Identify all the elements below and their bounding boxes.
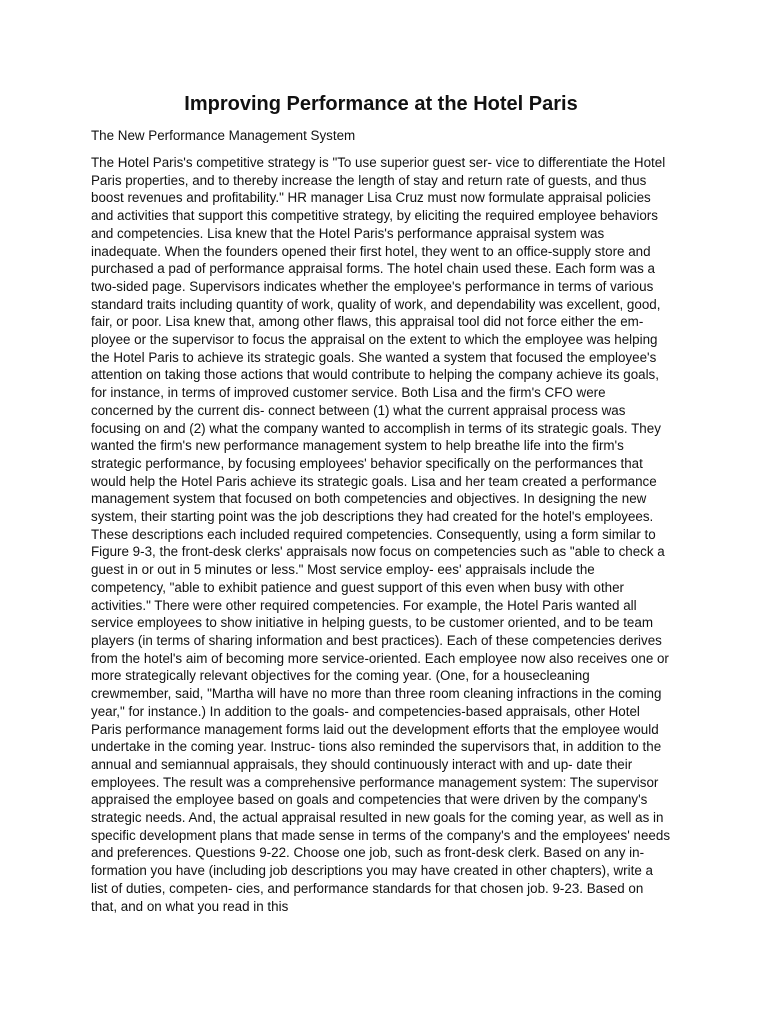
section-subtitle: The New Performance Management System bbox=[91, 128, 356, 143]
body-paragraph: The Hotel Paris's competitive strategy is "To use superior guest ser- vice to differentiate the Hotel Paris properties, and to thereby increase the length of stay and return rate of guests, and thus boost revenues and profitability." HR manager Lisa Cruz must now formulate appraisal policies and activities that support this competitive strategy, by eliciting the required employee behaviors and competencies. Lisa knew that the Hotel Paris's performance appraisal system was inadequate. When the founders opened their first hotel, they went to an office-supply store and purchased a pad of performance appraisal forms. The hotel chain used these. Each form was a two-sided page. Supervisors indicates whether the employee's performance in terms of various standard traits including quantity of work, quality of work, and dependability was excellent, good, fair, or poor. Lisa knew that, among other flaws, this appraisal tool did not force either the em- ployee or the supervisor to focus the appraisal on the extent to which the employee was helping the Hotel Paris to achieve its strategic goals. She wanted a system that focused the employee's attention on taking those actions that would contribute to helping the company achieve its goals, for instance, in terms of improved customer service. Both Lisa and the firm's CFO were concerned by the current dis- connect between (1) what the current appraisal process was focusing on and (2) what the company wanted to accomplish in terms of its strategic goals. They wanted the firm's new performance management system to help breathe life into the firm's strategic performance, by focusing employees' behavior specifically on the performances that would help the Hotel Paris achieve its strategic goals. Lisa and her team created a performance management system that focused on both competencies and objectives. In designing the new system, their starting point was the job descriptions they had created for the hotel's employees. These descriptions each included required competencies. Consequently, using a form similar to Figure 9-3, the front-desk clerks' appraisals now focus on competencies such as "able to check a guest in or out in 5 minutes or less." Most service employ- ees' appraisals include the competency, "able to exhibit patience and guest support of this even when busy with other activities." There were other required competencies. For example, the Hotel Paris wanted all service employees to show initiative in helping guests, to be customer oriented, and to be team players (in terms of sharing information and best practices). Each of these competencies derives from the hotel's aim of becoming more service-oriented. Each employee now also receives one or more strategically relevant objectives for the coming year. (One, for a housecleaning crewmember, said, "Martha will have no more than three room cleaning infractions in the coming year," for instance.) In addition to the goals- and competencies-based appraisals, other Hotel Paris performance management forms laid out the development efforts that the employee would undertake in the coming year. Instruc- tions also reminded the supervisors that, in addition to the annual and semiannual appraisals, they should continuously interact with and up- date their employees. The result was a comprehensive performance management system: The supervisor appraised the employee based on goals and competencies that were driven by the company's strategic needs. And, the actual appraisal resulted in new goals for the coming year, as well as in specific development plans that made sense in terms of the company's and the employees' needs and preferences. Questions 9-22. Choose one job, such as front-desk clerk. Based on any in- formation you have (including job descriptions you may have created in other chapters), write a list of duties, competen- cies, and performance standards for that chosen job. 9-23. Based on that, and on what you read in this bbox=[91, 155, 671, 914]
document-page bbox=[91, 92, 671, 915]
document-title: Improving Performance at the Hotel Paris bbox=[184, 93, 578, 115]
